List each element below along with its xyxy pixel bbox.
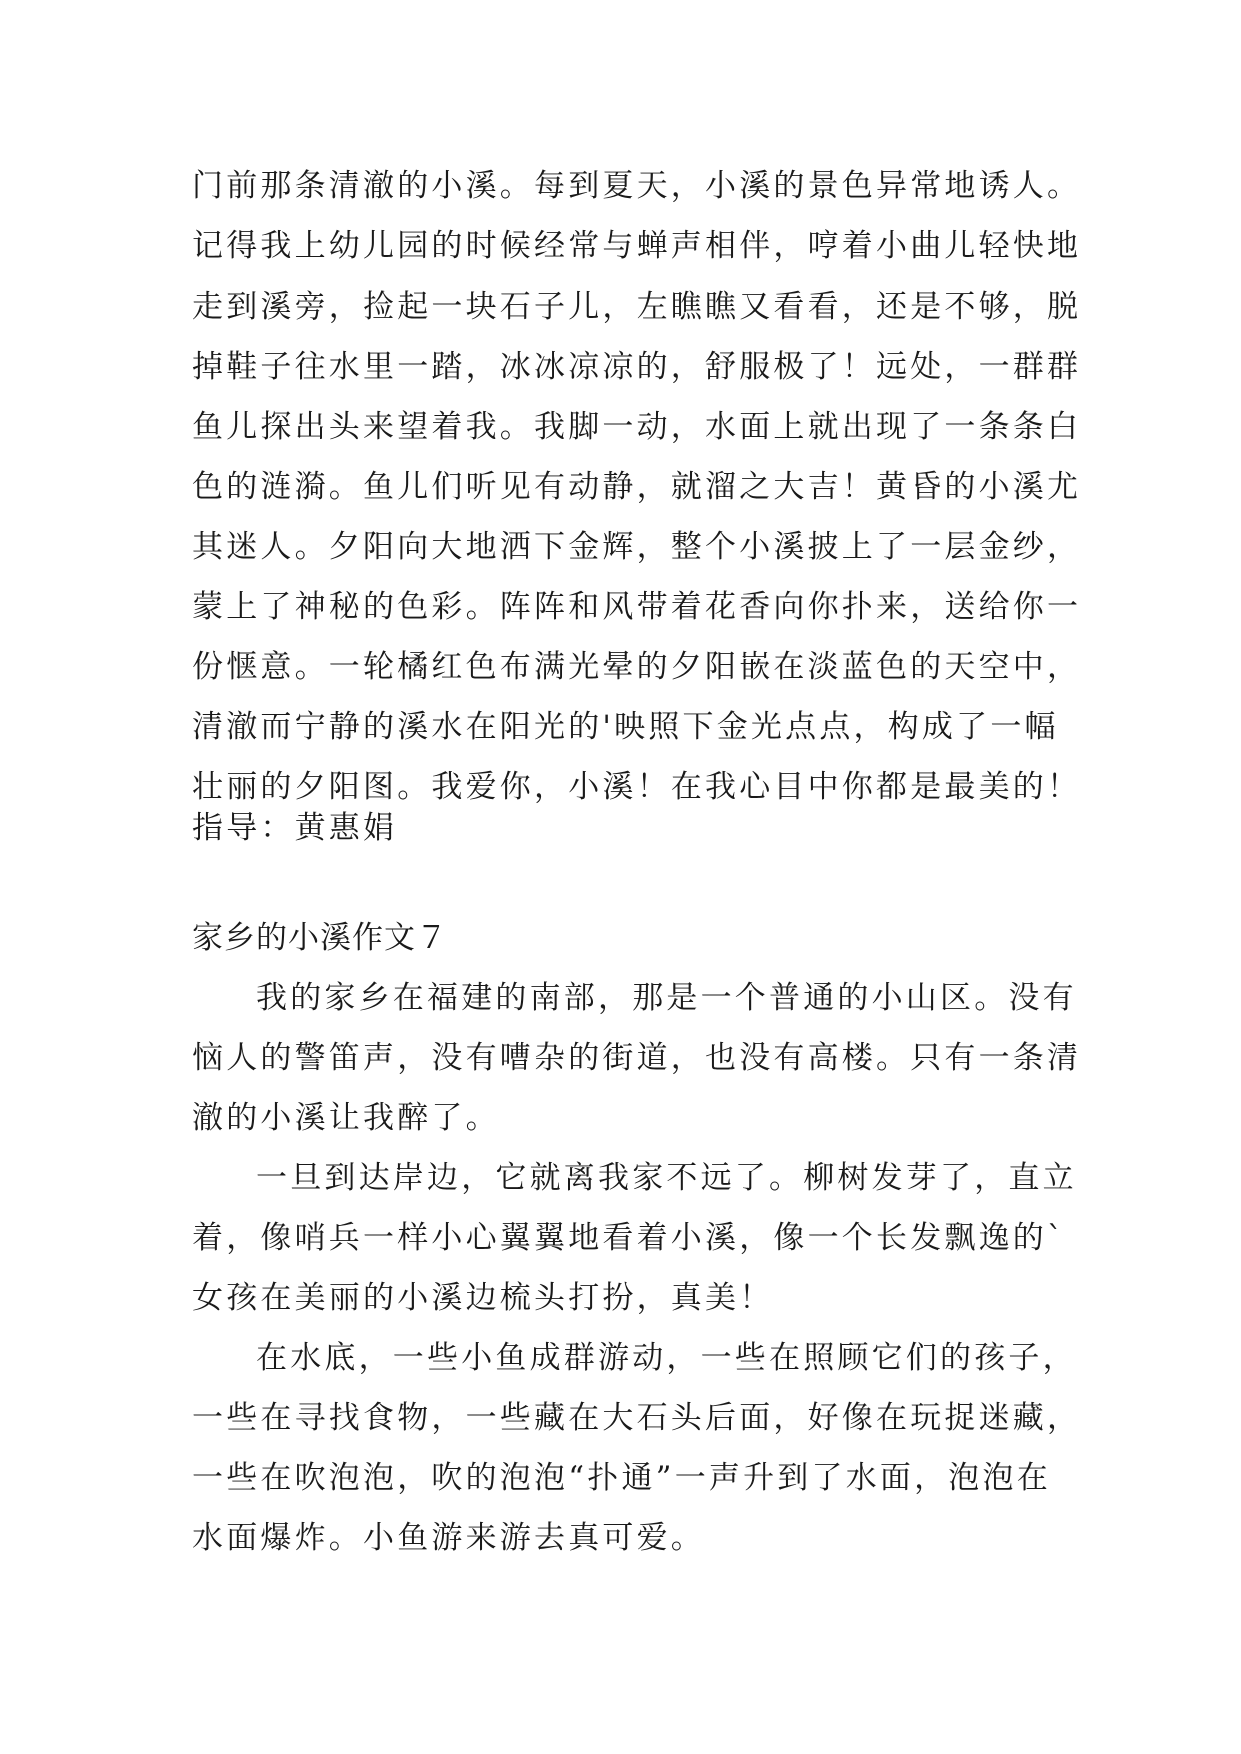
text-line: 掉鞋子往水里一踏，冰冰凉凉的，舒服极了！远处，一群群 (192, 349, 1082, 385)
text-line: 澈的小溪让我醉了。 (192, 1100, 500, 1136)
text-line: 一些在寻找食物，一些藏在大石头后面，好像在玩捉迷藏， (192, 1400, 1082, 1436)
text-line: 记得我上幼儿园的时候经常与蝉声相伴，哼着小曲儿轻快地 (192, 228, 1082, 264)
essay-title: 家乡的小溪作文７ (192, 920, 448, 956)
text-line: 鱼儿探出头来望着我。我脚一动，水面上就出现了一条条白 (192, 409, 1082, 445)
advisor-credit: 指导：黄惠娟 (192, 810, 398, 846)
text-line: 其迷人。夕阳向大地洒下金辉，整个小溪披上了一层金纱， (192, 529, 1082, 565)
text-line: 水面爆炸。小鱼游来游去真可爱。 (192, 1520, 705, 1556)
text-line: 一些在吹泡泡，吹的泡泡“扑通”一声升到了水面，泡泡在 (192, 1460, 1051, 1496)
text-line: 色的涟漪。鱼儿们听见有动静，就溜之大吉！黄昏的小溪尤 (192, 469, 1082, 505)
text-line: 我的家乡在福建的南部，那是一个普通的小山区。没有 (256, 980, 1077, 1016)
text-line: 壮丽的夕阳图。我爱你，小溪！在我心目中你都是最美的！ (192, 769, 1082, 805)
text-line: 清澈而宁静的溪水在阳光的'映照下金光点点，构成了一幅 (192, 709, 1059, 745)
text-line: 一旦到达岸边，它就离我家不远了。柳树发芽了，直立 (256, 1160, 1077, 1196)
text-line: 女孩在美丽的小溪边梳头打扮，真美！ (192, 1280, 774, 1316)
text-line: 恼人的警笛声，没有嘈杂的街道，也没有高楼。只有一条清 (192, 1040, 1082, 1076)
text-line: 蒙上了神秘的色彩。阵阵和风带着花香向你扑来，送给你一 (192, 589, 1082, 625)
text-line: 门前那条清澈的小溪。每到夏天，小溪的景色异常地诱人。 (192, 168, 1082, 204)
text-line: 走到溪旁，捡起一块石子儿，左瞧瞧又看看，还是不够，脱 (192, 289, 1082, 325)
text-line: 着，像哨兵一样小心翼翼地看着小溪，像一个长发飘逸的` (192, 1220, 1066, 1256)
text-line: 份惬意。一轮橘红色布满光晕的夕阳嵌在淡蓝色的天空中， (192, 649, 1082, 685)
text-line: 在水底，一些小鱼成群游动，一些在照顾它们的孩子， (256, 1340, 1077, 1376)
